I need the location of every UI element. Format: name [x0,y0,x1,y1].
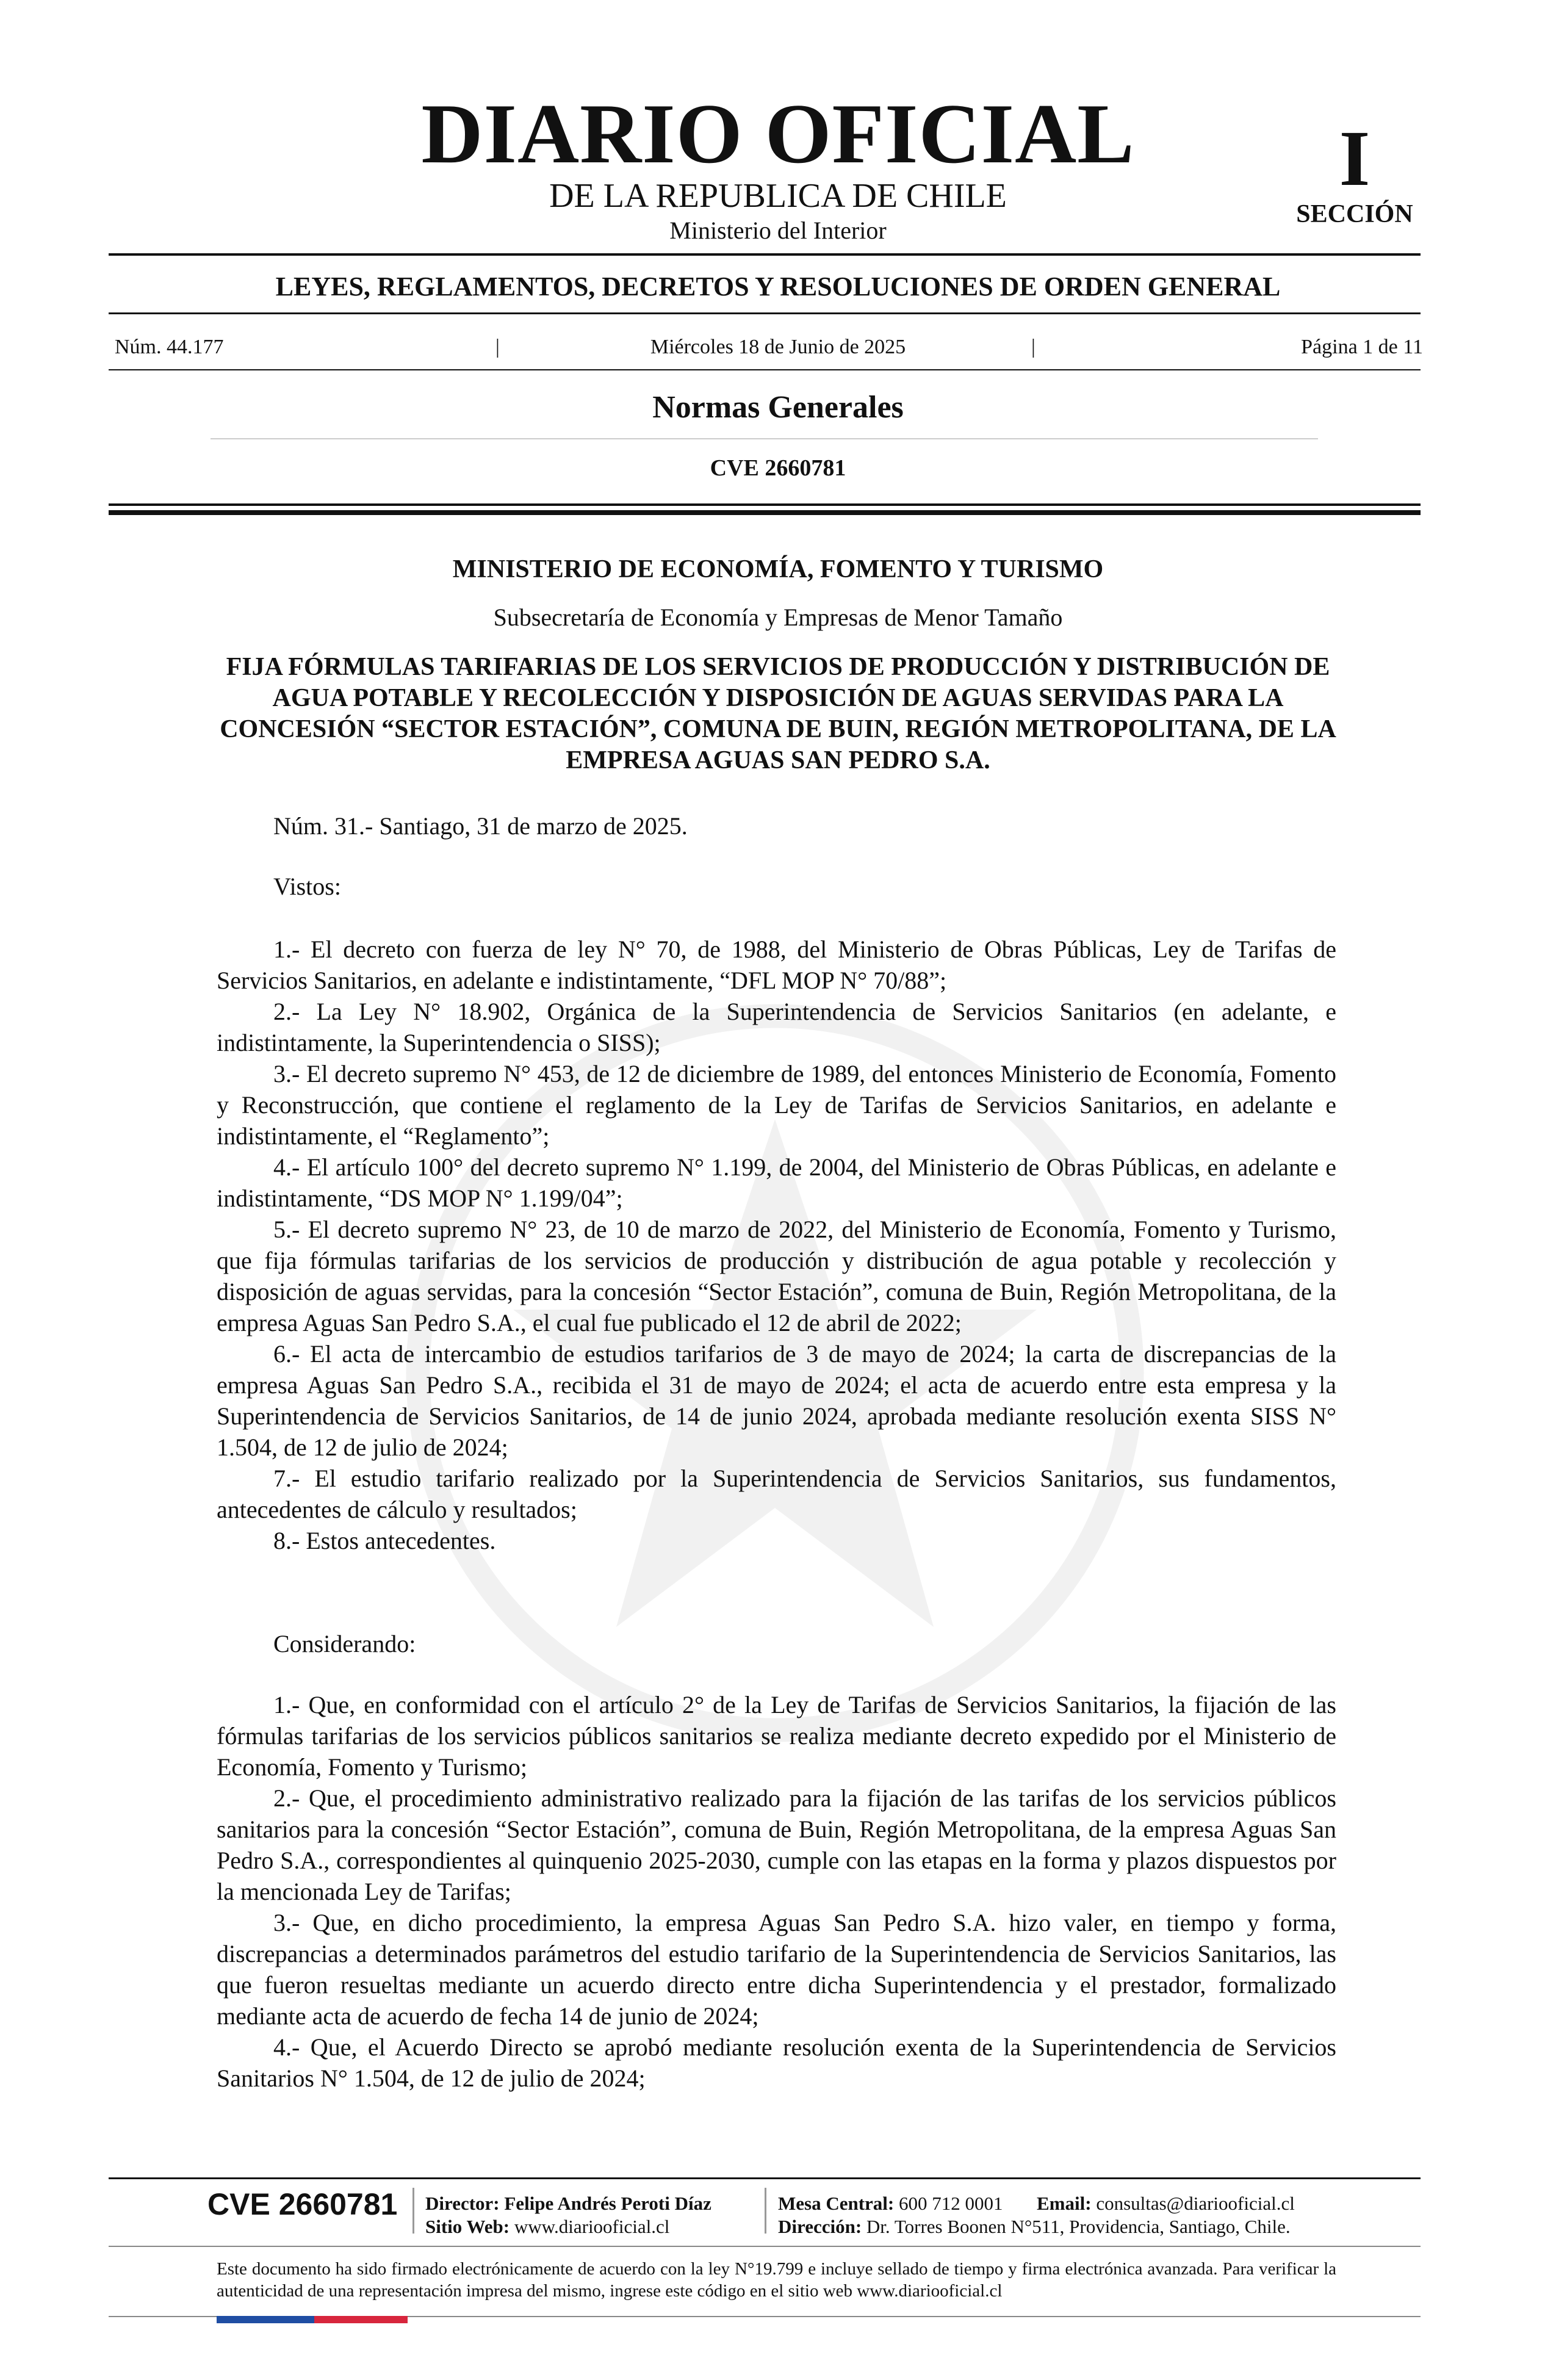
vistos-item: 6.- El acta de intercambio de estudios tarifarios de 3 de mayo de 2024; la carta de discrepancias de la empresa Aguas San Pedro S.A., recibida el 31 de mayo de 2024; el acta de acuerdo entre esta empresa y la Superintendencia de Servicios Sanitarios, de 14 de junio 2024, aprobada mediante resolución exenta SISS N° 1.504, de 12 de julio de 2024; [217,1340,1336,1461]
issue-separator: | [495,336,500,358]
decree-title: FIJA FÓRMULAS TARIFARIAS DE LOS SERVICIOS DE PRODUCCIÓN Y DISTRIBUCIÓN DE AGUA POTABLE Y RECOLECCIÓN Y DISPOSICIÓN DE AGUAS SERVIDAS PARA LA CONCESIÓN “SECTOR ESTACIÓN”, COMUNA DE BUIN, REGIÓN METROPOLITANA, DE LA EMPRESA AGUAS SAN PEDRO S.A. [220,653,1336,774]
mesa-label: Mesa Central: [778,2193,895,2214]
decree-number-line [217,810,1336,842]
header-double-rule-top [109,503,1421,506]
issue-separator: | [1031,336,1036,358]
footer-divider [765,2188,766,2234]
masthead-ministry: Ministerio del Interior [669,217,887,244]
vistos-item: 5.- El decreto supremo N° 23, de 10 de marzo de 2022, del Ministerio de Economía, Fomento y Turismo, que fija fórmulas tarifarias de los servicios de producción y distribución de agua potable y recolección y disposición de aguas servidas, para la concesión “Sector Estación”, comuna de Buin, Región Metropolitana, de la empresa Aguas San Pedro S.A., el cual fue publicado el 12 de abril de 2022; [217,1216,1336,1336]
footer-site [425,2217,669,2236]
address-value: Dr. Torres Boonen N°511, Providencia, Santiago, Chile. [866,2216,1291,2237]
subtitle-rule [109,312,1421,314]
vistos-heading-block [217,871,1336,902]
site-link[interactable]: www.diariooficial.cl [514,2216,670,2237]
flag-stripe-red [314,2316,408,2323]
vistos-item: 2.- La Ley N° 18.902, Orgánica de la Superintendencia de Servicios Sanitarios (en adelante, e indistintamente, la Superintendencia o SISS); [217,998,1336,1056]
section-thin-rule [211,438,1318,439]
subsecretaria: Subsecretaría de Economía y Empresas de Menor Tamaño [493,604,1063,631]
footer-cve-code: CVE 2660781 [207,2187,398,2221]
section-heading: Normas Generales [652,390,904,425]
footer-rule-top [109,2177,1421,2179]
considerando-item: 2.- Que, el procedimiento administrativo realizado para la fijación de las tarifas de los servicios públicos sanitarios para la concesión “Sector Estación”, comuna de Buin, Región Metropolitana, de la empresa Aguas San Pedro S.A., correspondientes al quinquenio 2025-2030, cumple con las etapas en la forma y plazos dispuestos por la mencionada Ley de Tarifas; [217,1784,1336,1905]
considerando-item: 1.- Que, en conformidad con el artículo 2° de la Ley de Tarifas de Servicios Sanitarios, la fijación de las fórmulas tarifarias de los servicios públicos sanitarios se realiza mediante decreto expedido por el Ministerio de Economía, Fomento y Turismo; [217,1691,1336,1781]
flag-stripe-blue [217,2316,314,2323]
vistos-heading: Vistos: [273,873,341,900]
cve-code: CVE 2660781 [710,455,846,481]
masthead-rule [109,253,1421,256]
considerando-heading-block [217,1628,1336,1659]
footer-divider [412,2188,414,2234]
issue-page: Página 1 de 11 [1301,336,1423,358]
decree-number: Núm. 31.- Santiago, 31 de marzo de 2025. [273,812,688,840]
considerando-heading: Considerando: [273,1630,416,1657]
vistos-list [217,934,1336,1556]
mesa-phone: 600 712 0001 [899,2193,1003,2214]
issue-rule [109,369,1421,370]
issue-number: Núm. 44.177 [115,336,224,358]
footer-address [778,2217,1291,2236]
footer-legal-note: Este documento ha sido firmado electrónicamente de acuerdo con la ley N°19.799 e incluye sellado de tiempo y firma electrónica avanzada. Para verificar la autenticidad de una representación impresa del mismo, ingrese este código en el sitio web www.diariooficial.cl [217,2259,1336,2301]
footer-director [425,2194,711,2213]
considerando-list [217,1689,1336,2094]
footer-contact [778,2194,1295,2213]
issue-date: Miércoles 18 de Junio de 2025 [650,336,906,358]
section-numeral: I [1339,115,1371,203]
director-label: Director: [425,2193,500,2214]
edition-subtitle: LEYES, REGLAMENTOS, DECRETOS Y RESOLUCIONES DE ORDEN GENERAL [275,272,1281,301]
address-label: Dirección: [778,2216,862,2237]
header-double-rule-bottom [109,510,1421,515]
issuing-ministry: MINISTERIO DE ECONOMÍA, FOMENTO Y TURISMO [452,555,1104,583]
masthead-subtitle: DE LA REPUBLICA DE CHILE [549,177,1007,215]
vistos-item: 1.- El decreto con fuerza de ley N° 70, de 1988, del Ministerio de Obras Públicas, Ley de Tarifas de Servicios Sanitarios, en adelante e indistintamente, “DFL MOP N° 70/88”; [217,936,1336,994]
vistos-item: 7.- El estudio tarifario realizado por la Superintendencia de Servicios Sanitarios, sus fundamentos, antecedentes de cálculo y resultados; [217,1465,1336,1523]
director-name: Felipe Andrés Peroti Díaz [504,2193,711,2214]
vistos-item: 4.- El artículo 100° del decreto supremo N° 1.199, de 2004, del Ministerio de Obras Públicas, en adelante e indistintamente, “DS MOP N° 1.199/04”; [217,1153,1336,1212]
vistos-item: 8.- Estos antecedentes. [273,1527,496,1554]
email-link[interactable]: consultas@diariooficial.cl [1096,2193,1295,2214]
footer-rule-middle [109,2246,1421,2247]
considerando-item: 4.- Que, el Acuerdo Directo se aprobó mediante resolución exenta de la Superintendencia de Servicios Sanitarios N° 1.504, de 12 de julio de 2024; [217,2033,1336,2092]
vistos-item: 3.- El decreto supremo N° 453, de 12 de diciembre de 1989, del entonces Ministerio de Economía, Fomento y Reconstrucción, que contiene el reglamento de la Ley de Tarifas de Servicios Sanitarios, en adelante e indistintamente, el “Reglamento”; [217,1060,1336,1150]
site-label: Sitio Web: [425,2216,510,2237]
email-label: Email: [1037,2193,1092,2214]
section-label: SECCIÓN [1296,200,1413,228]
masthead-title: DIARIO OFICIAL [421,87,1135,181]
considerando-item: 3.- Que, en dicho procedimiento, la empresa Aguas San Pedro S.A. hizo valer, en tiempo y forma, discrepancias a determinados parámetros del estudio tarifario de la Superintendencia de Servicios Sanitarios, las que fueron resueltas mediante un acuerdo directo entre dicha Superintendencia y el prestador, formalizado mediante acta de acuerdo de fecha 14 de junio de 2024; [217,1909,1336,2030]
